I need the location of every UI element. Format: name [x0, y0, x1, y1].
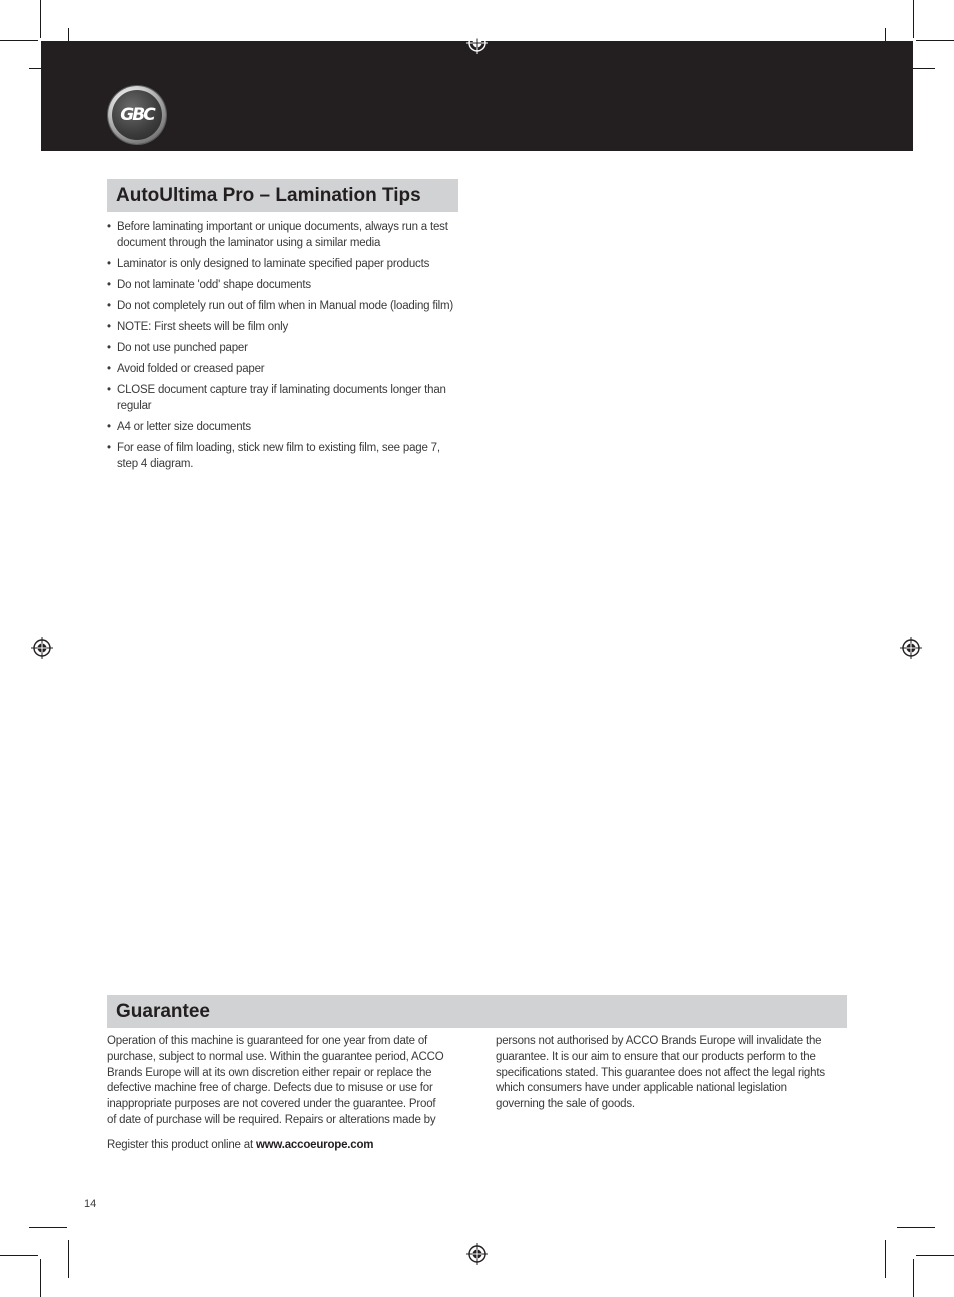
crop-mark — [68, 1240, 69, 1278]
list-item: • Avoid folded or creased paper — [107, 361, 457, 377]
page-number: 14 — [84, 1198, 97, 1210]
crop-mark — [0, 40, 38, 41]
guarantee-text-left: Operation of this machine is guaranteed for one year from date of purchase, subject to normal use. Within the guarantee period, ACCO Brands Europe will at its own discretion either repair or replace the defective machine free of charge. Defects due to misuse or use for inappropriate purposes are not covered under the guarantee. Proof of date of purchase will be required. Repairs or alterations made by — [107, 1035, 444, 1126]
gbc-logo-badge — [112, 90, 162, 140]
crop-mark — [916, 40, 954, 41]
registration-mark-icon — [466, 1243, 488, 1265]
list-item: • Do not laminate 'odd' shape documents — [107, 277, 457, 293]
registration-mark-icon — [466, 32, 488, 54]
guarantee-heading: Guarantee — [107, 995, 847, 1028]
lamination-tips-heading: AutoUltima Pro – Lamination Tips — [107, 179, 458, 212]
crop-mark — [29, 1227, 67, 1228]
register-link[interactable]: www.accoeurope.com — [255, 1139, 374, 1151]
crop-mark — [0, 1255, 38, 1256]
guarantee-text-right: persons not authorised by ACCO Brands Europe will invalidate the guarantee. It is our aim to ensure that our products perform to the specifications stated. This guarantee does not affect the legal rights which consumers have under applicable national legislation governing the sale of goods. — [496, 1035, 825, 1111]
gbc-logo-text: GBC — [120, 105, 154, 125]
crop-mark — [913, 0, 914, 38]
list-item: • CLOSE document capture tray if laminating documents longer than regular — [107, 382, 457, 414]
crop-mark — [40, 0, 41, 38]
list-item: • Before laminating important or unique documents, always run a test document through the laminator using a similar media — [107, 219, 457, 251]
crop-mark — [885, 1240, 886, 1278]
list-item: • For ease of film loading, stick new film to existing film, see page 7, step 4 diagram. — [107, 440, 457, 472]
crop-mark — [897, 1227, 935, 1228]
registration-mark-icon — [900, 637, 922, 659]
crop-mark — [40, 1259, 41, 1297]
registration-mark-icon — [31, 637, 53, 659]
header-band — [41, 41, 913, 151]
gbc-logo — [108, 86, 166, 144]
register-prefix: Register this product online at — [107, 1139, 256, 1151]
list-item: • A4 or letter size documents — [107, 419, 457, 435]
register-line — [107, 1138, 373, 1153]
list-item: • Do not completely run out of film when in Manual mode (loading film) — [107, 298, 457, 314]
lamination-tips-list — [107, 219, 457, 477]
list-item: • Do not use punched paper — [107, 340, 457, 356]
crop-mark — [913, 1259, 914, 1297]
crop-mark — [916, 1255, 954, 1256]
list-item: • Laminator is only designed to laminate specified paper products — [107, 256, 457, 272]
list-item: • NOTE: First sheets will be film only — [107, 319, 457, 335]
